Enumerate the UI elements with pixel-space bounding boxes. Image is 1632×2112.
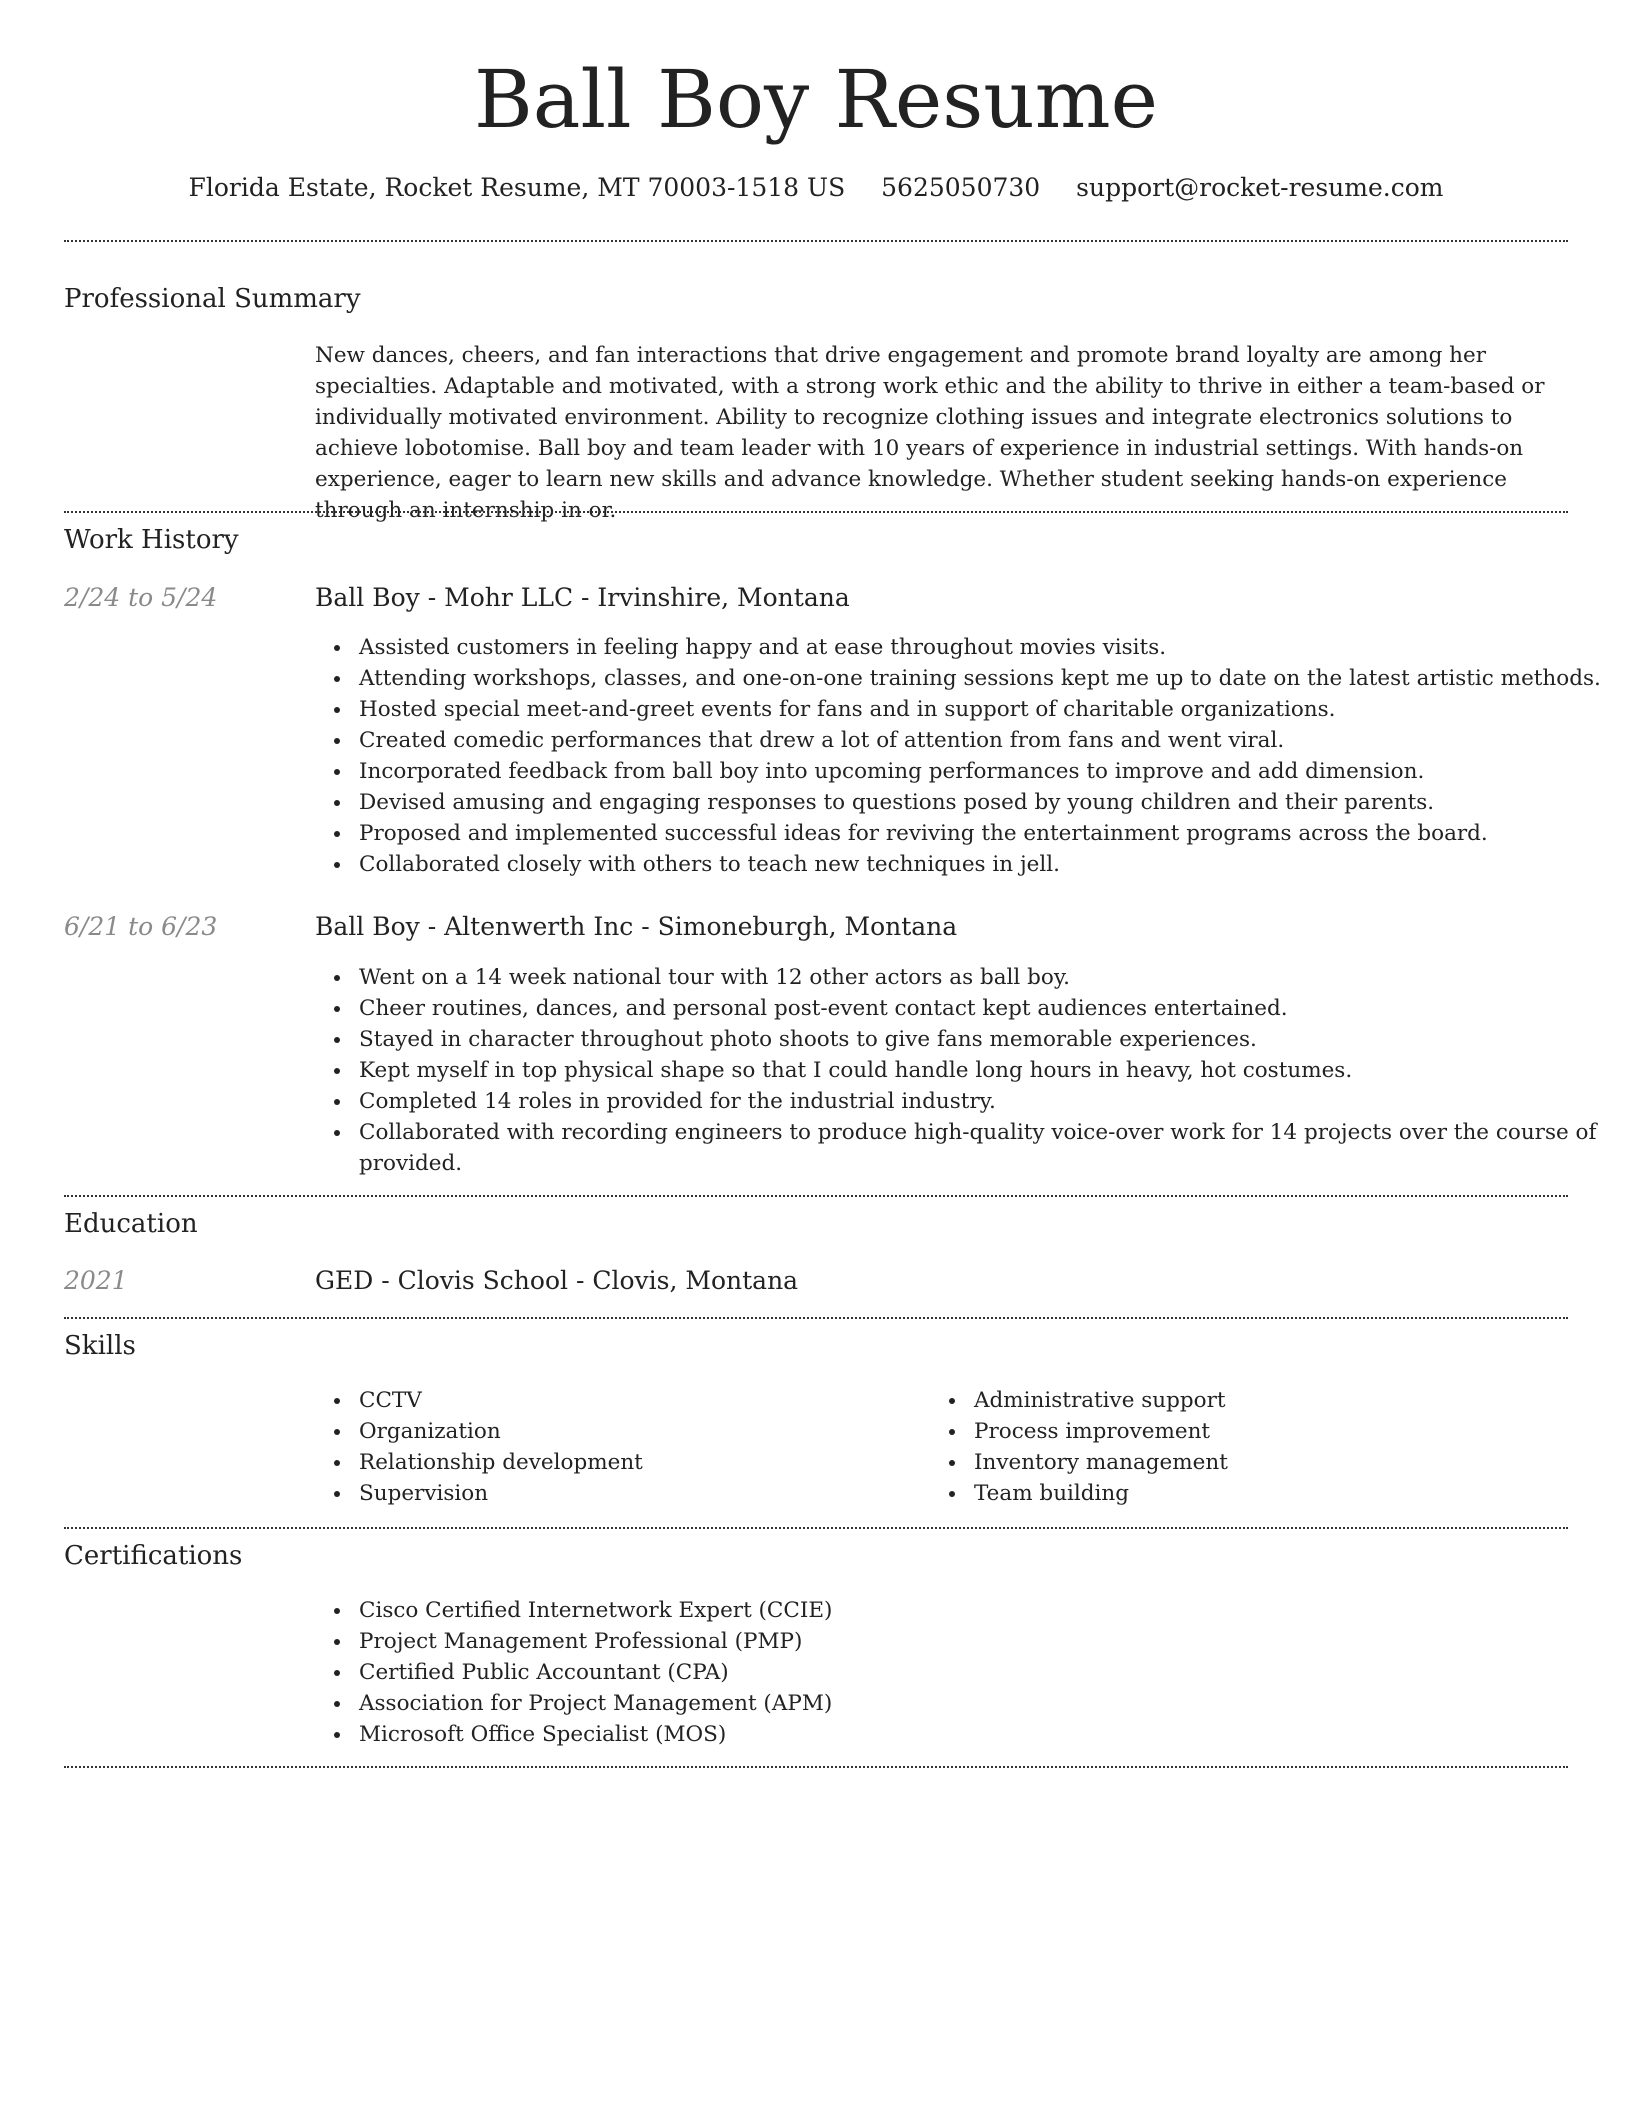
list-item: Certified Public Accountant (CPA) bbox=[359, 1657, 1612, 1688]
skills-list-right bbox=[930, 1385, 1564, 1509]
list-item: Collaborated closely with others to teach new techniques in jell. bbox=[359, 849, 1612, 880]
divider bbox=[64, 511, 1568, 513]
list-item: Organization bbox=[359, 1416, 949, 1447]
list-item: Association for Project Management (APM) bbox=[359, 1688, 1612, 1719]
divider bbox=[64, 1766, 1568, 1768]
list-item: Incorporated feedback from ball boy into upcoming performances to improve and add dimension. bbox=[359, 756, 1612, 787]
contact-email: support@rocket-resume.com bbox=[1076, 173, 1444, 202]
list-item: Supervision bbox=[359, 1478, 949, 1509]
list-item: Microsoft Office Specialist (MOS) bbox=[359, 1719, 1612, 1750]
list-item: Proposed and implemented successful ideas for reviving the entertainment programs across the board. bbox=[359, 818, 1612, 849]
list-item: Project Management Professional (PMP) bbox=[359, 1626, 1612, 1657]
job-bullets bbox=[315, 962, 1612, 1179]
list-item: Cheer routines, dances, and personal post-event contact kept audiences entertained. bbox=[359, 993, 1612, 1024]
divider bbox=[64, 1195, 1568, 1197]
contact-address: Florida Estate, Rocket Resume, MT 70003-1518 US bbox=[188, 173, 846, 202]
list-item: Attending workshops, classes, and one-on-one training sessions kept me up to date on the latest artistic methods. bbox=[359, 663, 1612, 694]
divider bbox=[64, 240, 1568, 242]
section-title-certifications: Certifications bbox=[64, 1541, 243, 1571]
divider bbox=[64, 1317, 1568, 1319]
skills-list-left bbox=[315, 1385, 949, 1509]
job-title: Ball Boy - Altenwerth Inc - Simoneburgh, Montana bbox=[315, 912, 958, 941]
section-title-education: Education bbox=[64, 1209, 198, 1239]
list-item: Team building bbox=[974, 1478, 1564, 1509]
job-dates: 6/21 to 6/23 bbox=[64, 912, 218, 941]
list-item: Went on a 14 week national tour with 12 other actors as ball boy. bbox=[359, 962, 1612, 993]
resume-title: Ball Boy Resume bbox=[473, 53, 1159, 146]
section-title-summary: Professional Summary bbox=[64, 284, 361, 314]
list-item: Relationship development bbox=[359, 1447, 949, 1478]
certifications-list bbox=[315, 1595, 1612, 1750]
list-item: Hosted special meet-and-greet events for fans and in support of charitable organizations. bbox=[359, 694, 1612, 725]
divider bbox=[64, 1527, 1568, 1529]
job-dates: 2/24 to 5/24 bbox=[64, 583, 218, 612]
list-item: Stayed in character throughout photo shoots to give fans memorable experiences. bbox=[359, 1024, 1612, 1055]
list-item: CCTV bbox=[359, 1385, 949, 1416]
list-item: Administrative support bbox=[974, 1385, 1564, 1416]
section-title-work: Work History bbox=[64, 525, 239, 555]
list-item: Kept myself in top physical shape so that I could handle long hours in heavy, hot costumes. bbox=[359, 1055, 1612, 1086]
job-bullets bbox=[315, 632, 1612, 880]
job-title: Ball Boy - Mohr LLC - Irvinshire, Montana bbox=[315, 583, 850, 612]
contact-phone: 5625050730 bbox=[881, 173, 1041, 202]
list-item: Completed 14 roles in provided for the industrial industry. bbox=[359, 1086, 1612, 1117]
education-date: 2021 bbox=[64, 1266, 128, 1295]
list-item: Created comedic performances that drew a lot of attention from fans and went viral. bbox=[359, 725, 1612, 756]
list-item: Devised amusing and engaging responses to questions posed by young children and their parents. bbox=[359, 787, 1612, 818]
list-item: Cisco Certified Internetwork Expert (CCIE) bbox=[359, 1595, 1612, 1626]
education-degree: GED - Clovis School - Clovis, Montana bbox=[315, 1266, 799, 1295]
section-title-skills: Skills bbox=[64, 1331, 136, 1361]
contact-line bbox=[0, 170, 1632, 206]
list-item: Assisted customers in feeling happy and at ease throughout movies visits. bbox=[359, 632, 1612, 663]
list-item: Process improvement bbox=[974, 1416, 1564, 1447]
list-item: Inventory management bbox=[974, 1447, 1564, 1478]
summary-text: New dances, cheers, and fan interactions that drive engagement and promote brand loyalty are among her specialties. Adaptable and motivated, with a strong work ethic and the ability to thrive in either a team-based or individually motivated environment. Ability to recognize clothing issues and integrate electronics solutions to achieve lobotomise. Ball boy and team leader with 10 years of experience in industrial settings. With hands-on experience, eager to learn new skills and advance knowledge. Whether student seeking hands-on experience through an internship in or. bbox=[315, 343, 1545, 523]
list-item: Collaborated with recording engineers to produce high-quality voice-over work for 14 projects over the course of provided. bbox=[359, 1117, 1612, 1179]
